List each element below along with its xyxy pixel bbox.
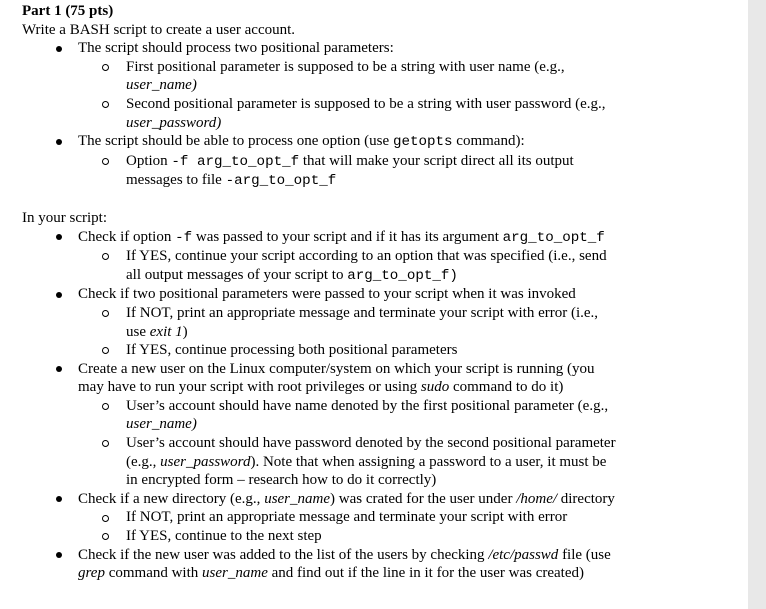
list-item: Check if two positional parameters were passed to your script when it was invoked [22,285,744,304]
intro-text: Write a BASH script to create a user account. [22,21,296,38]
circle-bullet-icon [100,397,110,416]
list-item: The script should process two positional parameters: [22,39,744,58]
circle-bullet-icon [100,508,110,527]
document-page [22,2,744,583]
list-item: If NOT, print an appropriate message and terminate your script with error (i.e., use exit 1) [22,304,744,341]
bullet-icon [54,285,64,304]
bullet-icon [54,360,64,379]
requirements-list [22,39,744,191]
circle-bullet-icon [100,341,110,360]
circle-bullet-icon [100,58,110,77]
list-item: First positional parameter is supposed to be a string with user name (e.g., user_name) [22,58,744,95]
circle-bullet-icon [100,152,110,171]
list-item: If YES, continue your script according to an option that was specified (i.e., send all output messages of your script to arg_to_opt_f) [22,247,744,285]
list-item: Check if option -f was passed to your script and if it has its argument arg_to_opt_f [22,228,744,248]
circle-bullet-icon [100,434,110,453]
right-margin-bar [748,0,766,609]
script-steps-list [22,228,744,583]
bullet-icon [54,228,64,247]
bullet-icon [54,132,64,151]
circle-bullet-icon [100,527,110,546]
part-title: Part 1 (75 pts) [22,3,114,19]
bullet-icon [54,546,64,565]
bullet-icon [54,490,64,509]
bullet-icon [54,39,64,58]
circle-bullet-icon [100,247,110,266]
list-item: Check if a new directory (e.g., user_name) was crated for the user under /home/ directory [22,490,744,509]
list-item: Create a new user on the Linux computer/system on which your script is running (you may have to run your script with root privileges or using sudo command to do it) [22,360,744,397]
list-item: Second positional parameter is supposed to be a string with user password (e.g., user_password) [22,95,744,132]
list-item: If YES, continue to the next step [22,527,744,546]
list-item: Check if the new user was added to the list of the users by checking /etc/passwd file (use grep command with user_name and find out if the line in it for the user was created) [22,546,744,583]
script-heading: In your script: [22,209,107,226]
circle-bullet-icon [100,95,110,114]
circle-bullet-icon [100,304,110,323]
list-item: User’s account should have name denoted by the first positional parameter (e.g., user_name) [22,397,744,434]
list-item: The script should be able to process one option (use getopts command): [22,132,744,152]
list-item: User’s account should have password denoted by the second positional parameter (e.g., user_password). Note that when assigning a password to a user, it must be in encrypted form – research how to do it correctly) [22,434,744,490]
list-item: If NOT, print an appropriate message and terminate your script with error [22,508,744,527]
list-item: If YES, continue processing both positional parameters [22,341,744,360]
list-item: Option -f arg_to_opt_f that will make your script direct all its output messages to file -arg_to_opt_f [22,152,744,191]
